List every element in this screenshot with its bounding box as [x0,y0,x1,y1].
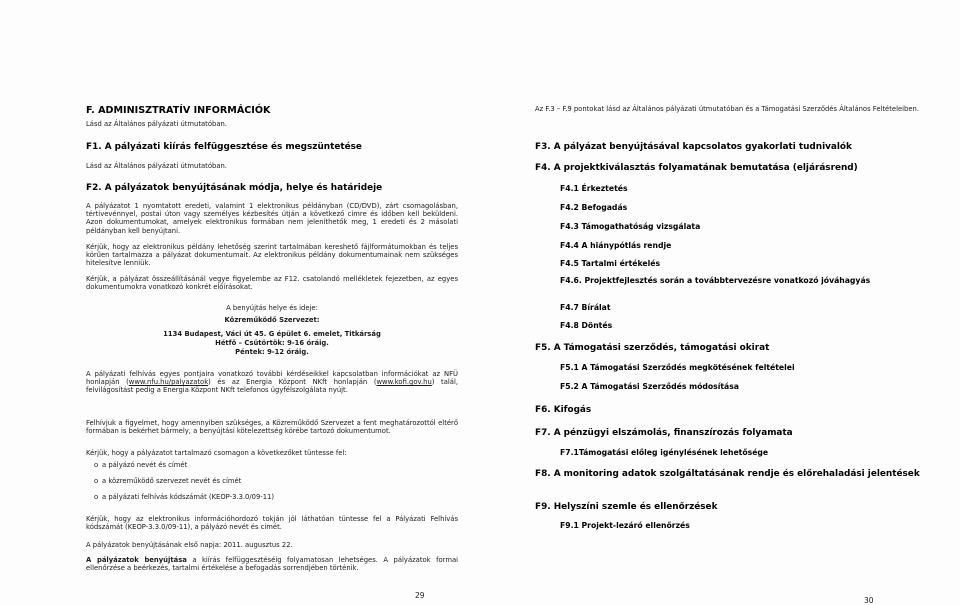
section-f9-1: F9.1 Projekt-lezáró ellenőrzés [560,521,690,530]
section-f4-2: F4.2 Befogadás [560,203,628,212]
list-item: o a pályázati felhívás kódszámát (KEOP-3.3.0/09-11) [94,493,275,501]
section-f4-7: F4.7 Bírálat [560,303,611,312]
org-label: Közreműködő Szervezet: [224,316,320,324]
link-nfu[interactable]: www.nfu.hu/palyazatok [128,378,209,387]
section-f3: F3. A pályázat benyújtásával kapcsolatos gyakorlati tudnivalók [535,142,852,152]
section-f4-8: F4.8 Döntés [560,321,613,330]
paragraph-electronic: Kérjük, hogy az elektronikus példány lehetőség szerint tartalmában kereshető fájlformátumokban és teljes körűen tartalmazza a pályázat dokumentumait. Az elektronikus példány dokumentumainak nem szükséges hitelesítve lenniük. [86,243,458,268]
opening-hours-weekdays: Hétfő – Csütörtök: 9-16 óráig. [215,339,329,347]
page-number-right: 30 [864,596,874,605]
package-label-list [86,461,458,509]
submission-place-label: A benyújtás helye és ideje: [226,304,318,312]
paragraph-package: Kérjük, hogy a pályázatot tartalmazó csomagon a következőket tüntesse fel: [86,449,347,457]
section-f7-1: F7.1Támogatási előleg igénylésének lehetősége [560,448,769,457]
org-address: 1134 Budapest, Váci út 45. G épület 6. emelet, Titkárság [163,330,381,338]
section-f4-5: F4.5 Tartalmi értékelés [560,259,661,268]
section-f4-6: F4.6. Projektfejlesztés során a továbbtervezésre vonatkozó jóváhagyás [560,276,871,285]
section-f1-title: F1. A pályázati kiírás felfüggesztése és megszüntetése [86,142,362,152]
section-f-title: F. ADMINISZTRATÍV INFORMÁCIÓK [86,105,271,116]
paragraph-continuous: A pályázatok benyújtása a kiírás felfüggesztéséig folyamatosan lehetséges. A pályázatok formai ellenőrzése a beérkezés, tartalmi értékelése a befogadás sorrendjében történik. [86,556,459,573]
link-kofi[interactable]: www.kofi.gov.hu [376,378,432,387]
list-item: o a pályázó nevét és címét [94,461,188,469]
paragraph-attachments: Kérjük, a pályázat összeállításánál vegye figyelembe az F12. csatolandó mellékletek fejezetben, az egyes dokumentumokra vonatkozó konkrét előírásokat. [86,275,458,292]
section-f4-4: F4.4 A hiánypótlás rendje [560,241,672,250]
section-f8: F8. A monitoring adatok szolgáltatásának rendje és előrehaladási jelentések [535,469,920,479]
paragraph-first-day: A pályázatok benyújtásának első napja: 2011. augusztus 22. [86,541,293,549]
section-f7: F7. A pénzügyi elszámolás, finanszírozás folyamata [535,428,793,438]
paragraph-submission: A pályázatot 1 nyomtatott eredeti, valamint 1 elektronikus példányban (CD/DVD), zárt csomagolásban, tértivevénnyel, postai úton vagy személyes kézbesítés útján a következő címre és időben kell beküldeni. Azon dokumentumokat, amelyek elektronikus formában nem jeleníthetők meg, 1 eredeti és 2 másolati példányban kell benyújtani. [86,202,458,235]
right-intro: Az F.3 – F.9 pontokat lásd az Általános pályázati útmutatóban és a Támogatási Szerződés Általános Feltételeiben. [535,105,920,113]
section-f4-1: F4.1 Érkeztetés [560,184,628,193]
section-f5-2: F5.2 A Támogatási Szerződés módosítása [560,382,739,391]
section-f4: F4. A projektkiválasztás folyamatának bemutatása (eljárásrend) [535,163,858,173]
paragraph-media-label: Kérjük, hogy az elektronikus információhordozó tokján jól láthatóan tüntesse fel a Pályázati Felhívás kódszámát (KEOP-3.3.0/09-11), a pályázó nevét és címét. [86,515,458,532]
section-f4-3: F4.3 Támogathatóság vizsgálata [560,222,701,231]
section-f2-title: F2. A pályázatok benyújtásának módja, helye és határideje [86,183,383,193]
section-f6: F6. Kifogás [535,405,592,415]
section-f5: F5. A Támogatási szerződés, támogatási okirat [535,343,770,353]
opening-hours-friday: Péntek: 9-12 óráig. [235,348,309,356]
section-f-ref: Lásd az Általános pályázati útmutatóban. [86,120,227,128]
section-f9: F9. Helyszíni szemle és ellenőrzések [535,502,718,512]
section-f1-ref: Lásd az Általános pályázati útmutatóban. [86,162,227,170]
paragraph-documents: Felhívjuk a figyelmet, hogy amennyiben szükséges, a Közreműködő Szervezet a fent meghatározottól eltérő formában is bekérhet bármely, a benyújtási kötelezettség körébe tartozó dokumentumot. [86,419,458,436]
section-f5-1: F5.1 A Támogatási Szerződés megkötésének feltételei [560,363,795,372]
list-item: o a közreműködő szervezet nevét és címét [94,477,242,485]
page-number-left: 29 [415,591,425,600]
paragraph-info-sources: A pályázati felhívás egyes pontjaira vonatkozó további kérdéseikkel kapcsolatban információkat az NFÜ honlapján (www.nfu.hu/palyazatok) és az Energia Központ NKft honlapján (www.kofi.gov.hu) talál, felvilágosítást pedig a Energia Központ NKft telefonos ügyfélszolgálata nyújt. [86,370,458,395]
